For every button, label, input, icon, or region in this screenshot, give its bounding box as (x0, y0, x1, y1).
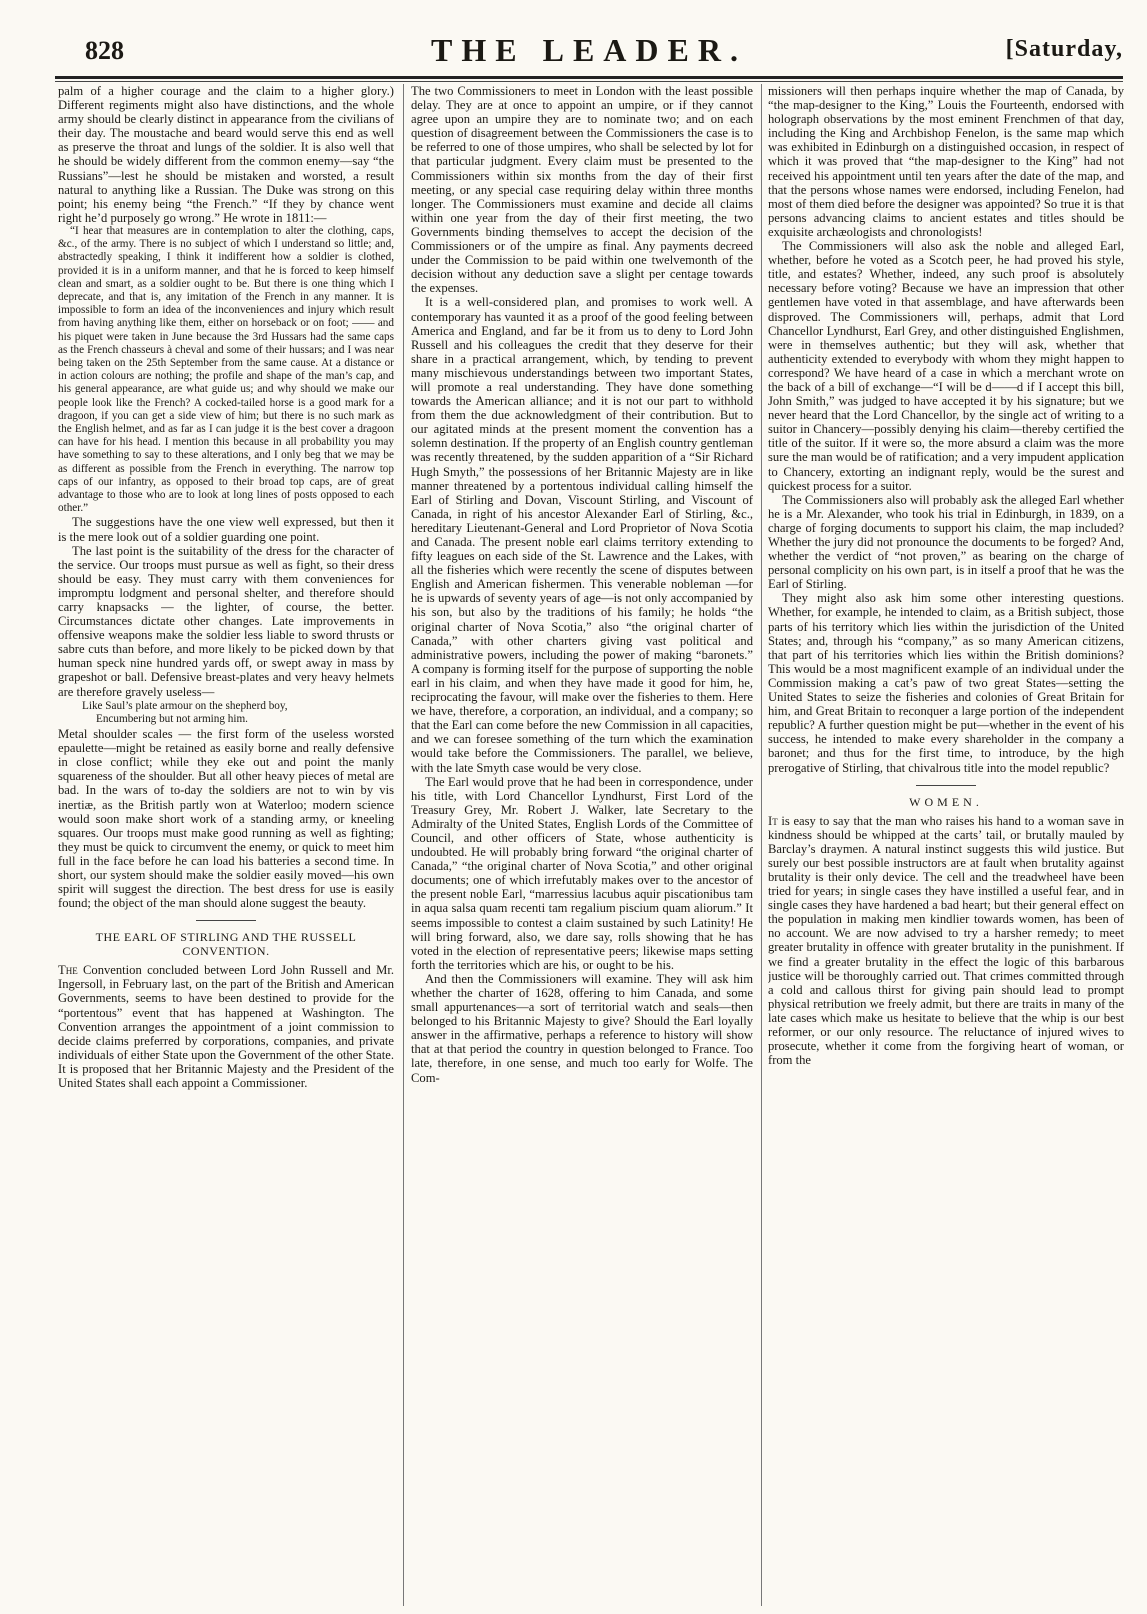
article-separator (916, 785, 976, 786)
verse-line: Like Saul’s plate armour on the shepherd boy, (82, 699, 288, 712)
paragraph-body: Convention concluded between Lord John Russell and Mr. Ingersoll, in February last, on the part of the British and American Governments, seems to have been destined to provide for the “portentous” event that has happened at Washington. The Convention arranges the appointment of a joint commission to decide claims preferred by corporations, companies, and private individuals of either State upon the Government of the other State. It is proposed that her Britannic Majesty and the President of the United States shall each appoint a Commissioner. (58, 963, 394, 1090)
article-paragraph: The two Commissioners to meet in London with the least possible delay. They are at once to appoint an umpire, or if they cannot agree upon an umpire they are to nominate two; and on each question of disagreement between the Commissioners the case is to be referred to one of those umpires, who shall be selected by lot for that particular judgment. Every claim must be presented to the Commissioners within six months from the day of their first meeting, or any special case requiring delay within three months longer. The Commissioners must examine and decide all claims within one year from the day of their first meeting, the two Governments binding themselves to accept the decision of the Commissioners or of the umpire as final. Any payments decreed under the Commission to be paid within one twelvemonth of the decision without any deduction save a slight per centage towards the expenses. (411, 84, 753, 296)
article-paragraph: The Commissioners will also ask the noble and alleged Earl, whether, before he voted as a Scotch peer, he had proved his style, title, and estates? Whether, indeed, any such proof is absolutely necessary before voting? Because we have an impression that other gentlemen have voted in that assemblage, and have afterwards been disproved. The Commissioners will, perhaps, admit that Lord Chancellor Lyndhurst, Earl Grey, and other distinguished Englishmen, were in themselves authentic; but they will ask, whether that authenticity extended to everybody with whom they might happen to correspond? We have heard of a case in which a merchant wrote on the back of a bill of exchange—“I will be d——d if I accept this bill, John Smith,” was judged to have accepted it by his signature; but we never heard that the Lord Chancellor, by the single act of writing to a suitor in Chancery—possibly denying his claim—thereby certified the title of the suitor. If it were so, the more absurd a claim was the more sure the man would be of ratification; and a very impudent application to Chancery, extorting an indignant reply, would be the surest and quickest process for a suitor. (768, 239, 1124, 493)
article-paragraph: The suggestions have the one view well expressed, but then it is the mere look out of a soldier guarding one point. (58, 515, 394, 544)
verse-quote (82, 700, 394, 726)
column-divider-1 (403, 84, 404, 1606)
column-2 (411, 84, 753, 1606)
lead-word: It (768, 813, 778, 828)
paragraph-body: is easy to say that the man who raises his hand to a woman save in kindness should be whipped at the carts’ tail, or brutally mauled by Barclay’s draymen. A natural instinct suggests this wild justice. But surely our best possible instructors are at fault when brutality against brutality is their only device. The cell and the treadwheel have been tried for years; in single cases they have instilled a useful fear, and in single cases they have hardened a bad heart; but their general effect on the population in making men kindlier towards women, has been of no account. We are now advised to try a harsher remedy; to meet greater brutality in offence with greater brutality in the punishment. If we find a greater brutality in the effect the logic of this barbarous justice will be thoroughly carried out. That crimes committed through a cold and callous thirst for giving pain should lead to prompt physical retribution we freely admit, but there are traits in many of the late cases which make us hesitate to believe that the whip is our best reformer, or our only resource. The reluctance of injured wives to prosecute, whether it come from the forgiving heart of woman, or from the (768, 813, 1124, 1068)
article-separator (196, 920, 256, 921)
page-number: 828 (85, 36, 124, 65)
article-paragraph: Metal shoulder scales — the first form of the useless worsted epaulette—might be retained as easily borne and really defensive in close conflict; while they eke out and point the manly squareness of the shoulder. But all other heavy pieces of metal are bad. In the wars of to-day the soldiers are not to win by vis inertiæ, as the British partly won at Waterloo; modern science would soon make short work of a standing army, or kneeling squares. Our troops must make good running as well as fighting; they must be quick to circumvent the enemy, or quick to meet him full in the face before he can load his batteries a second time. In short, our system should make the soldier easily moved—his own spirit will suggest the direction. The best dress for use is easily found; the object of the man should alone suggest the beauty. (58, 727, 394, 911)
article-paragraph: It is a well-considered plan, and promises to work well. A contemporary has vaunted it as a proof of the good feeling between America and England, and far be it from us to deny to Lord John Russell and his colleagues the credit that they deserve for their share in a practical arrangement, which, by tending to prevent many mischievous understandings between two important States, will promote a real understanding. They have done something towards the American alliance; and it is not our part to withhold from them the due acknowledgment of their contribution. But to our agitated minds at the present moment the convention has a solemn destination. If the property of an English country gentleman was recently threatened, by the sudden apparition of a “Sir Richard Hugh Smyth,” the possessions of her Britannic Majesty are in like manner threatened by a portentous individual calling himself the Earl of Stirling and Dovan, Viscount Stirling, and Viscount of Canada, in right of his ancestor Alexander Earl of Stirling, &c., hereditary Lieutenant-General and Lord Proprietor of Nova Scotia and Canada. The present noble earl claims territory extending to fifty leagues on each side of the St. Lawrence and the Lakes, with all the fisheries which were recently the scene of disputes between English and American fishermen. This venerable nobleman —for he is upwards of seventy years of age—is not only accompanied by his son, but also by the traditions of his family; he holds “the original charter of Nova Scotia,” also “the original charter of Canada,” with other charters giving vast political and administrative powers, including the power of making “baronets.” A company is forming itself for the purpose of supporting the noble earl in his claim, and when they have made it good for him, he, reciprocating the favour, will make over the fisheries to them. Here we have, therefore, a corporation, an individual, and a company; so that the Earl can come before the new Commission in all capacities, and we can foresee something of the turn which the examination would take before the Commissioners. The parallel, we believe, with the late Smyth case would be very close. (411, 295, 753, 775)
column-3 (768, 84, 1124, 1606)
article-heading-women: WOMEN. (909, 794, 983, 809)
lead-word: The (58, 963, 78, 978)
newspaper-title: THE LEADER. (431, 32, 747, 68)
header-rule-thin (55, 81, 1123, 82)
column-1 (58, 84, 394, 1606)
article-paragraph (768, 814, 1124, 1068)
article-heading-stirling: THE EARL OF STIRLING AND THE RUSSELL CONVENTION. (95, 930, 357, 959)
wellington-quote: “I hear that measures are in contemplation to alter the clothing, caps, &c., of the army. There is no subject of which I understand so little; and, abstractedly speaking, I think it indifferent how a soldier is clothed, provided it is in a uniform manner, and that he is forced to keep himself clean and smart, as a soldier ought to be. But there is one thing which I deprecate, and that is, any imitation of the French in any manner. It is impossible to form an idea of the inconveniences and injury which result from having anything like them, either on horseback or on foot; —— and his piquet were taken in June because the 3rd Hussars had the same caps as the French chasseurs à cheval and some of their hussars; and I was near being taken on the 25th September from the same cause. At a distance or in action colours are nothing; the profile and shape of the man’s cap, and his general appearance, are what guide us; and why should we make our people look like the French? A cocked-tailed horse is a good mark for a dragoon, if you can get a side view of him; but there is no such mark as the English helmet, and as far as I can judge it is the best cover a dragoon can have for his head. I mention this because in all probability you may have something to say to these alterations, and I only beg that we may be as different as possible from the French in everything. The narrow top caps of our infantry, as opposed to their broad top caps, are of great advantage to those who are to look at long lines of posts opposed to each other.” (58, 224, 394, 515)
issue-day: [Saturday, (1005, 36, 1123, 62)
article-paragraph: And then the Commissioners will examine. They will ask him whether the charter of 1628, offering to him Canada, and some small appurtenances—a sort of territorial watch and seals—then belonged to his Britannic Majesty to give? Should the Earl loyally answer in the affirmative, perhaps a reference to history will show that at that period the country in question belonged to France. Too late, therefore, in one sense, and much too early for Wolfe. The Com- (411, 971, 753, 1085)
masthead (55, 30, 1123, 76)
article-paragraph: missioners will then perhaps inquire whether the map of Canada, by “the map-designer to the King,” Louis the Fourteenth, endorsed with holograph observations by the most eminent Frenchmen of that day, including the King and Archbishop Fenelon, is the same map which was exhibited in Edinburgh on a distinguished occasion, in respect of which it was proved that “the map-designer to the King” had not received his appointment until ten years after the date of the map, and that the persons whose names were endorsed, including Fenelon, had most of them died before the designer was appointed? So true it is that persons advancing claims to ancient estates and titles should be exquisite archæologists and chronologists! (768, 84, 1124, 239)
article-paragraph: The last point is the suitability of the dress for the character of the service. Our troops must pursue as well as fight, so their dress should be easy. They must carry with them conveniences for impromptu lodgment and personal shelter, and therefore should carry knapsacks — the lighter, of course, the better. Circumstances dictate other changes. Late improvements in offensive weapons make the soldier less liable to sword thrusts or sabre cuts than before, and more likely to be picked down by that human speck nine hundred yards off, or swept away in mass by grapeshot or ball. Defensive breast-plates and very heavy helmets are therefore gravely useless— (58, 543, 394, 699)
article-paragraph: They might also ask him some other interesting questions. Whether, for example, he intended to claim, as a British subject, those parts of his territory which lies within the jurisdiction of the United States; and, through his “company,” as so many American citizens, that part of his territories which lies within the British dominions? This would be a most magnificent example of an individual under the Commission making a cat’s paw of two great States—setting the United States to seize the fisheries and colonies of Great Britain for him, and Great Britain to reconquer a large portion of the independent republic? A further question might be put—whether in the event of his success, he intended to make every shareholder in the company a baronet; and thus for the first time, to introduce, by the high prerogative of Stirling, that chivalrous title into the model republic? (768, 591, 1124, 775)
article-paragraph: The Commissioners also will probably ask the alleged Earl whether he is a Mr. Alexander, who took his trial in Edinburgh, in 1839, on a charge of forging documents to support his claim, the map included? Whether the jury did not pronounce the documents to be forged? And, whether the verdict of “not proven,” as bearing on the charge of personal complicity on his own part, is in itself a proof that he was the Earl of Stirling. (768, 492, 1124, 592)
verse-line: Encumbering but not arming him. (96, 712, 248, 725)
header-rule-thick (55, 76, 1123, 79)
article-paragraph: The Earl would prove that he had been in correspondence, under his title, with Lord Chancellor Lyndhurst, First Lord of the Treasury Grey, Mr. Robert J. Walker, late Secretary to the Admiralty of the United States, English Lords of the Committee of Council, and other officers of State, whose authenticity is undoubted. He will probably bring forward “the original charter of Canada,” “the original charter of Nova Scotia,” and other original documents; one of which irrefutably makes over to the ancestor of the present noble Earl, “marressius lacubus aquir piscationibus tam in aqua salsa quam recenti tam regalium piscium quam aliorum.” It seems impossible to contest a claim sustained by such Latinity! He will bring forward, also, we dare say, rolls showing that he has voted in the election of representative peers; likewise maps setting forth the territories which are his, or ought to be his. (411, 774, 753, 972)
article-paragraph (58, 963, 394, 1090)
column-divider-2 (761, 84, 762, 1606)
article-paragraph: palm of a higher courage and the claim to a higher glory.) Different regiments might also have distinctions, and the whole army should be clearly distinct in appearance from the civilians of their day. The moustache and beard would serve this end as well as preserve the throat and lungs of the soldier. It is also well that he should be widely different from the common enemy—say “the Russians”—lest he should be mistaken and worsted, a result natural to anything like a Russian. The Duke was strong on this point; his enemy being “the French.” “If they by chance went right he’d purposely go wrong.” He wrote in 1811:— (58, 84, 394, 225)
